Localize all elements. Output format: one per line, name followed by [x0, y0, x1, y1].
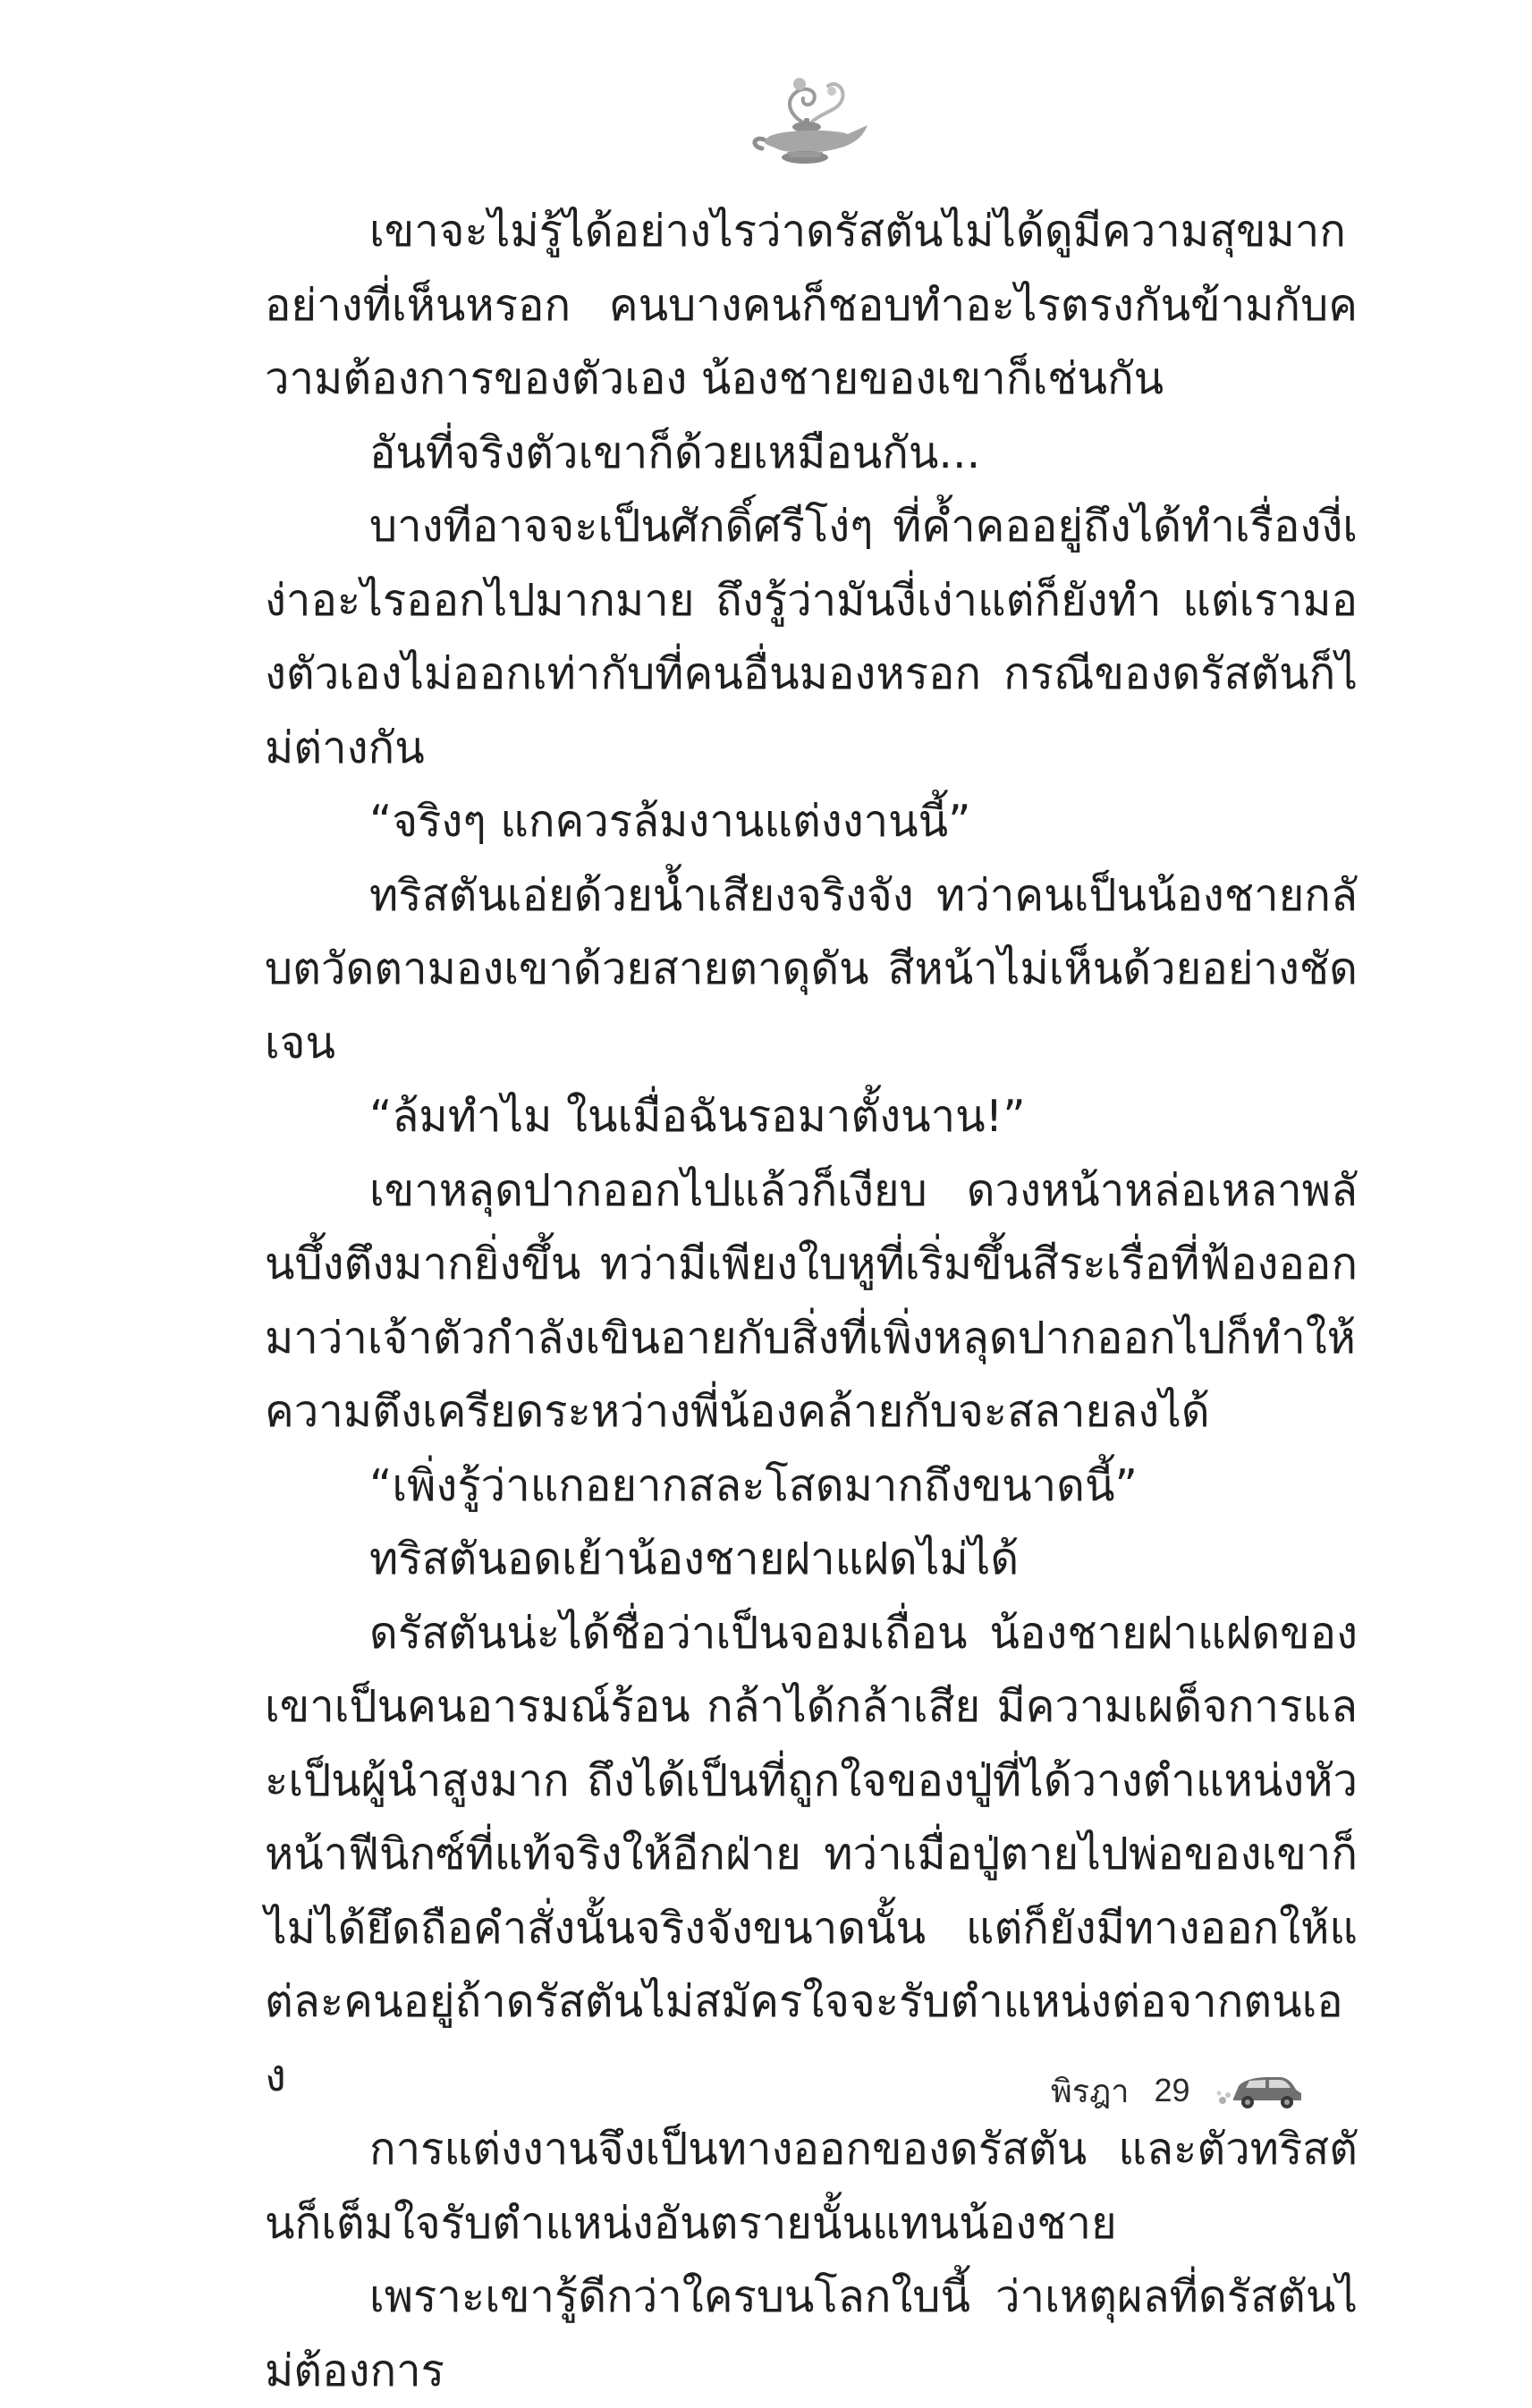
dialogue-line: “จริงๆ แกควรล้มงานแต่งงานนี้”: [369, 796, 971, 847]
paragraph: เพราะเขารู้ดีกว่าใครบนโลกใบนี้ ว่าเหตุผลที่ดรัสตันไม่ต้องการ: [265, 2271, 1358, 2396]
magic-lamp-icon: [742, 72, 876, 170]
paragraph: เขาจะไม่รู้ได้อย่างไรว่าดรัสตันไม่ได้ดูมีความสุขมากอย่างที่เห็นหรอก คนบางคนก็ชอบทำอะไรตรงกันข้ามกับความต้องการของตัวเอง น้องชายของเขาก็เช่นกัน: [265, 206, 1358, 404]
paragraph: การแต่งงานจึงเป็นทางออกของดรัสตัน และตัวทริสตันก็เต็มใจรับตำแหน่งอันตรายนั้นแทนน้องชาย: [265, 2124, 1358, 2249]
page-footer: [1051, 2064, 1305, 2117]
paragraph: ดรัสตันน่ะได้ชื่อว่าเป็นจอมเถื่อน น้องชายฝาแฝดของเขาเป็นคนอารมณ์ร้อน กล้าได้กล้าเสีย มีความเผด็จการและเป็นผู้นำสูงมาก ถึงได้เป็นที่ถูกใจของปู่ที่ได้วางตำแหน่งหัวหน้าฟีนิกซ์ที่แท้จริงให้อีกฝ่าย ทว่าเมื่อปู่ตายไปพ่อของเขาก็ไม่ได้ยึดถือคำสั่งนั้นจริงจังขนาดนั้น แต่ก็ยังมีทางออกให้แต่ละคนอยู่ถ้าดรัสตันไม่สมัครใจจะรับตำแหน่งต่อจากตนเอง: [265, 1607, 1358, 2101]
paragraph: เขาหลุดปากออกไปแล้วก็เงียบ ดวงหน้าหล่อเหลาพลันบึ้งตึงมากยิ่งขึ้น ทว่ามีเพียงใบหูที่เริ่มขึ้นสีระเรื่อที่ฟ้องออกมาว่าเจ้าตัวกำลังเขินอายกับสิ่งที่เพิ่งหลุดปากออกไปก็ทำให้ความตึงเครียดระหว่างพี่น้องคล้ายกับจะสลายลงได้: [265, 1164, 1358, 1437]
dialogue-line: “ล้มทำไม ในเมื่อฉันรอมาตั้งนาน!”: [369, 1091, 1026, 1142]
paragraph: บางทีอาจจะเป็นศักดิ์ศรีโง่ๆ ที่ค้ำคออยู่ถึงได้ทำเรื่องงี่เง่าอะไรออกไปมากมาย ถึงรู้ว่ามันงี่เง่าแต่ก็ยังทำ แต่เรามองตัวเองไม่ออกเท่ากับที่คนอื่นมองหรอก กรณีของดรัสตันก็ไม่ต่างกัน: [265, 501, 1358, 773]
author-name: พิรฎา: [1051, 2073, 1130, 2110]
dialogue-line: “เพิ่งรู้ว่าแกอยากสละโสดมากถึงขนาดนี้”: [369, 1459, 1138, 1511]
paragraph: ทริสตันเอ่ยด้วยน้ำเสียงจริงจัง ทว่าคนเป็นน้องชายกลับตวัดตามองเขาด้วยสายตาดุดัน สีหน้าไม่เห็นด้วยอย่างชัดเจน: [265, 869, 1358, 1069]
paragraph: อันที่จริงตัวเขาก็ด้วยเหมือนกัน...: [369, 427, 981, 478]
paragraph: ทริสตันอดเย้าน้องชายฝาแฝดไม่ได้: [369, 1534, 1020, 1584]
car-icon: [1215, 2068, 1305, 2113]
page-number: 29: [1154, 2072, 1190, 2108]
